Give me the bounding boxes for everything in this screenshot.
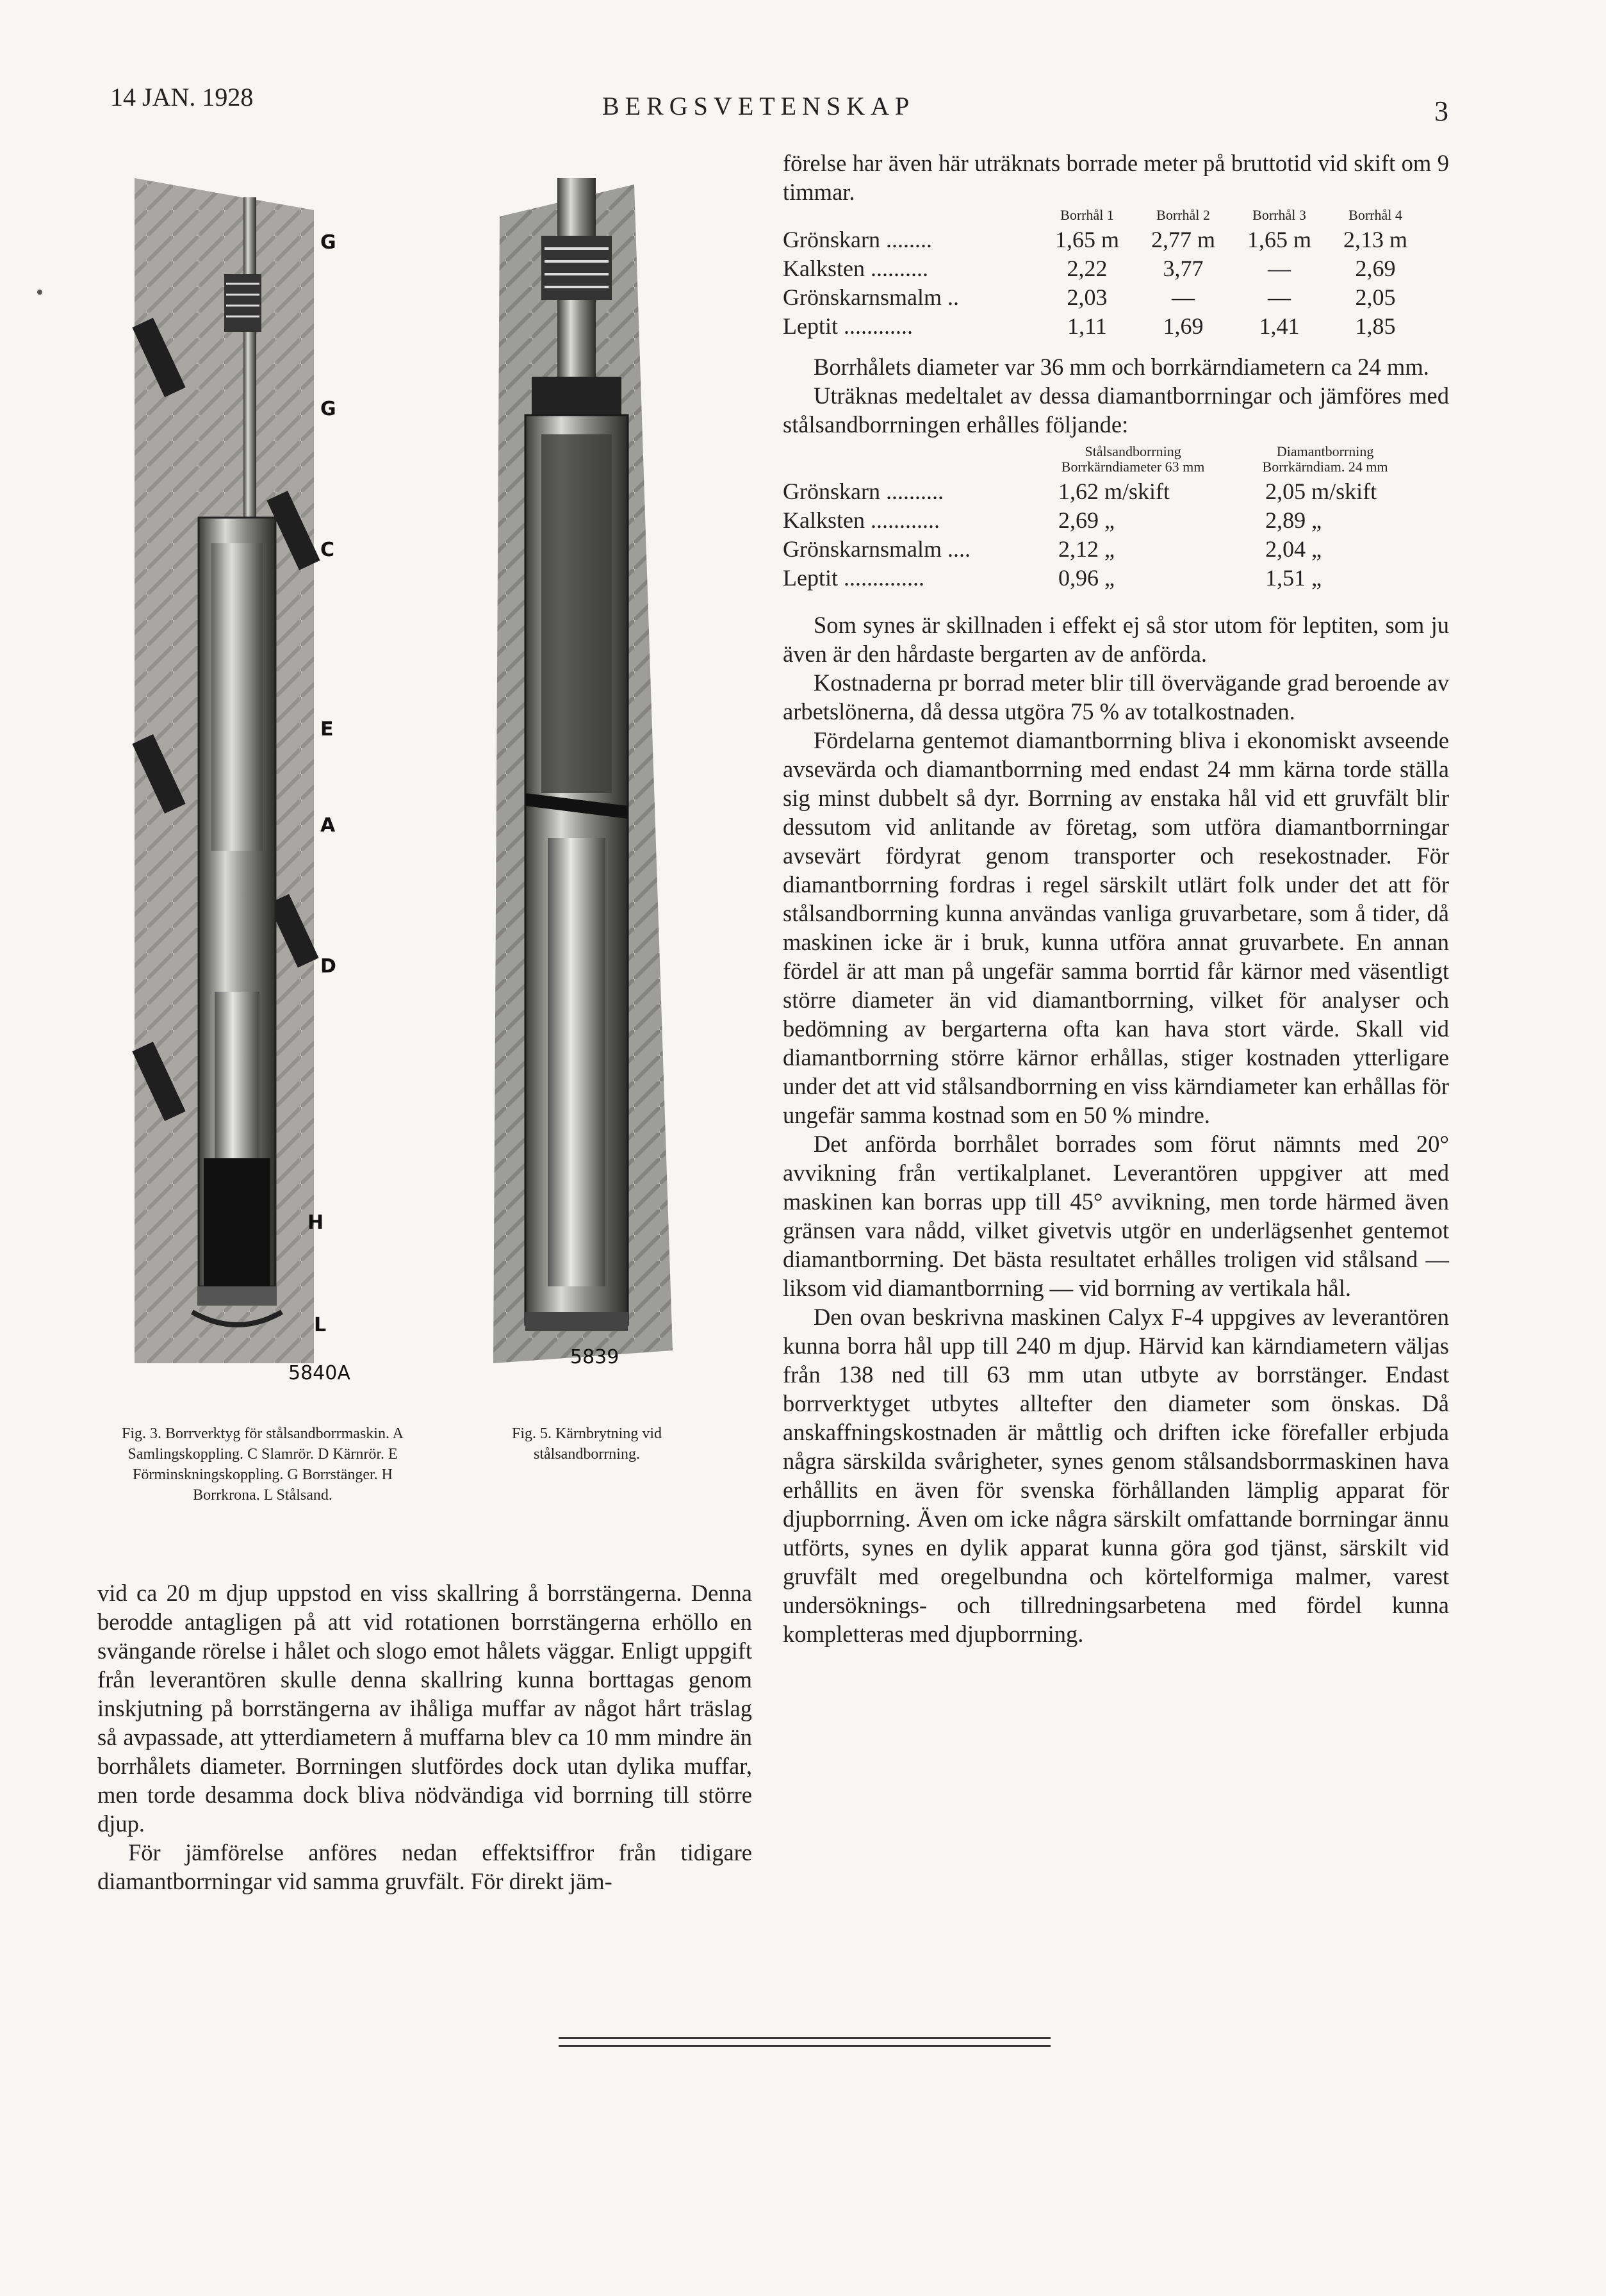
comparison-table xyxy=(783,444,1423,593)
fig5-number: 5839 xyxy=(570,1346,619,1368)
left-body-paragraph-2: För jämförelse anföres nedan effektsiffror från tidigare diamantborrningar vid samma gruvfält. För direkt jäm- xyxy=(97,1839,752,1894)
right-body-paragraph-3: Fördelarna gentemot diamantborrning bliva i ekonomiskt avseende avsevärda och diamantborrning med endast 24 mm kärna torde ställa sig minst dubbelt så dyr. Borrning av enstaka hål vid ett gruvfält blir dessutom vid anlitande av företag, som utföra diamantborrningar avsevärt fördyrat genom transporter och resekostnader. För diamantborrning fordras i regel särskilt utlärt folk under det att för stålsandborrning kunna användas vanliga gruvarbetare, som å tider, då maskinen icke är i bruk, kunna utföra annat gruvarbete. En annan fördel är att man på ungefär samma borrtid får kärnor med väsentligt större diameter än vid diamantborrning, vilket för analyser och bedömning av bergarterna ofta kan hava stort värde. Skall vid diamantborrning större kärnor erhållas, stiger kostnaden ytterligare under det att vid stålsandborrning en viss kärndiameter kan erhållas för ungefär samma kostnad som en 50 % mindre. xyxy=(783,727,1449,1128)
table1-header-2: Borrhål 2 xyxy=(1156,207,1210,223)
figures-illustration xyxy=(122,159,724,1389)
closing-rule-bottom xyxy=(559,2045,1051,2047)
fig3-label-h: H xyxy=(307,1211,324,1234)
journal-title: BERGSVETENSKAP xyxy=(602,92,915,120)
figure-3-drawing xyxy=(132,178,350,1384)
right-column xyxy=(783,149,1449,1648)
fig3-label-a: A xyxy=(320,814,336,837)
right-mid-paragraph-2: Uträknas medeltalet av dessa diamantborrningar och jämföres med stålsandborrningen erhålles följande: xyxy=(783,382,1449,438)
figure-5-drawing xyxy=(493,178,673,1368)
table2-header-2: Diamantborrning Borrkärndiam. 24 mm xyxy=(1262,443,1388,475)
table-row: Grönskarn .......... 1,62 m/skift 2,05 m/skift xyxy=(783,479,1377,504)
fig3-label-e: E xyxy=(320,718,334,741)
fig3-label-c: C xyxy=(320,539,335,561)
table-row: Grönskarnsmalm .... 2,12 „ 2,04 „ xyxy=(783,536,1322,562)
fig3-number: 5840A xyxy=(288,1362,350,1384)
table-row: Grönskarn ........ 1,65 m 2,77 m 1,65 m 2,13 m xyxy=(783,227,1407,252)
table-row: Leptit .............. 0,96 „ 1,51 „ xyxy=(783,565,1322,591)
borehole-table xyxy=(783,208,1423,341)
right-body-paragraph-5: Den ovan beskrivna maskinen Calyx F-4 uppgives av leverantören kunna borra hål upp till 240 m djup. Härvid kan kärndiametern väljas från 138 ned till 63 mm utan utbyte av borrstänger. Endast borrverktyget utbytes alltefter den diameter som önskas. Då anskaffningskostnaden är måttlig och driften icke förefaller erbjuda några särskilda svårigheter, synes genom stålsandsborrmaskinen hava erhållits en även för svenska förhållanden lämplig apparat för djupborrning. Även om icke några särskilt omfattande borrningar ännu utförts, synes en dylik apparat kunna göra god tjänst, särskilt vid gruvfält med oregelbundna och körtelformiga malmer, varest undersöknings- och tillredningsarbetena med fördel kunna kompletteras med djupborrning. xyxy=(783,1304,1449,1647)
table1-header-4: Borrhål 4 xyxy=(1348,207,1402,223)
figure-3-caption: Fig. 3. Borrverktyg för stålsandborrmaskin. A Samlingskoppling. C Slamrör. D Kärnrör. E Förminskningskoppling. G Borrstänger. H Borrkrona. L Stålsand. xyxy=(122,1425,404,1504)
right-body-paragraph-4: Det anförda borrhålet borrades som förut nämnts med 20° avvikning från vertikalplanet. Leverantören uppgiver att med maskinen kan borras upp till 45° avvikning, men torde härmed även gränsen vara nådd, vilket givetvis utgör en underlägsenhet gentemot diamantborrning. Det bästa resultatet erhålles troligen vid stålsand — liksom vid diamantborrning — vid borrning av vertikala hål. xyxy=(783,1131,1449,1301)
fig3-label-g1: G xyxy=(320,231,336,254)
closing-rule-top xyxy=(559,2037,1051,2039)
fig3-label-d: D xyxy=(320,955,336,978)
table-row: Leptit ............ 1,11 1,69 1,41 1,85 xyxy=(783,313,1396,339)
right-intro: förelse har även här uträknats borrade meter på bruttotid vid skift om 9 timmar. xyxy=(783,150,1449,205)
figure-5-caption: Fig. 5. Kärnbrytning vid stålsandborrning. xyxy=(512,1425,662,1463)
table-row: Grönskarnsmalm .. 2,03 — — 2,05 xyxy=(783,284,1396,310)
fig3-label-l: L xyxy=(314,1314,327,1336)
page-number: 3 xyxy=(1434,95,1448,127)
right-mid-paragraph-1: Borrhålets diameter var 36 mm och borrkärndiametern ca 24 mm. xyxy=(814,354,1429,380)
right-body-paragraph-1: Som synes är skillnaden i effekt ej så stor utom för leptiten, som ju även är den hårdaste bergarten av de anförda. xyxy=(783,612,1449,667)
right-body-paragraph-2: Kostnaderna pr borrad meter blir till övervägande grad beroende av arbetslönerna, då dessa utgöra 75 % av totalkostnaden. xyxy=(783,669,1449,725)
table-row: Kalksten .......... 2,22 3,77 — 2,69 xyxy=(783,256,1396,281)
table2-header-1: Stålsandborrning Borrkärndiameter 63 mm xyxy=(1061,443,1205,475)
fig3-label-g2: G xyxy=(320,398,336,420)
table-row: Kalksten ............ 2,69 „ 2,89 „ xyxy=(783,507,1322,533)
table1-header-1: Borrhål 1 xyxy=(1060,207,1114,223)
table1-header-3: Borrhål 3 xyxy=(1252,207,1306,223)
print-speck xyxy=(37,290,42,295)
issue-date: 14 JAN. 1928 xyxy=(110,83,254,111)
left-body-paragraph-1: vid ca 20 m djup uppstod en viss skallring å borrstängerna. Denna berodde antagligen på att vid rotationen borrstängerna erhöllo en svängande rörelse i hålet och slogo emot hålets väggar. Enligt uppgift från leverantören skulle denna skallring kunna borttagas genom inskjutning på borrstängerna av ihåliga muffar av något hårt träslag så avpassade, att ytterdiametern å muffarna blev ca 10 mm mindre än borrhålets diameter. Borrningen slutfördes dock utan dylika muffar, men torde desamma dock bliva nödvändiga vid borrning till större djup. xyxy=(97,1580,752,1837)
left-column xyxy=(97,1578,752,1896)
